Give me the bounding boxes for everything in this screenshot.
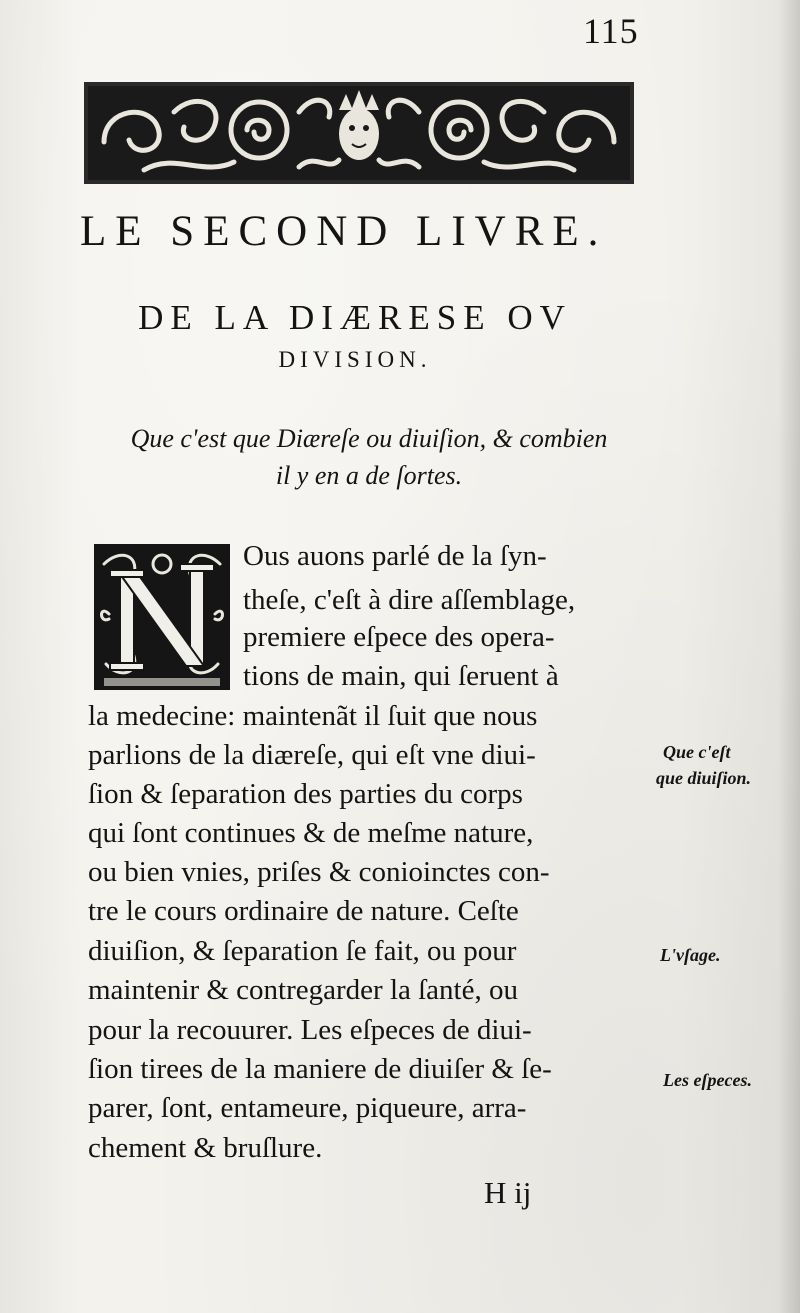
decorated-initial-N-icon	[94, 544, 230, 690]
body-line-2: theſe, c'eſt à dire aſſemblage,	[243, 584, 576, 616]
chapter-title-line2: DIVISION.	[278, 346, 432, 372]
body-line-12: maintenir & contregarder la ſanté, ou	[88, 974, 518, 1006]
signature-mark: H ij	[484, 1175, 532, 1210]
subheading-line1: Que c'est que Diæreſe ou diuiſion, & combien	[130, 424, 608, 453]
marginal-note-2: L'vſage.	[660, 945, 721, 965]
body-line-14: ſion tirees de la maniere de diuiſer & ſe-	[88, 1053, 552, 1085]
chapter-title-line1: DE LA DIÆRESE OV	[138, 298, 572, 337]
marginal-note-3: Les eſpeces.	[663, 1070, 752, 1090]
body-line-3: premiere eſpece des opera-	[243, 621, 555, 653]
subheading-line2: il y en a de ſortes.	[275, 461, 463, 490]
body-line-13: pour la recouurer. Les eſpeces de diui-	[88, 1014, 532, 1046]
body-line-1: Ous auons parlé de la ſyn-	[243, 540, 547, 572]
body-line-5: la medecine: maintenãt il ſuit que nous	[88, 700, 538, 732]
marginal-note-1-line2: que diuiſion.	[656, 768, 752, 788]
body-line-6: parlions de la diæreſe, qui eſt vne diui-	[88, 739, 536, 771]
chapter-title	[70, 296, 640, 375]
body-line-11: diuiſion, & ſeparation ſe fait, ou pour	[88, 935, 517, 967]
body-line-15: parer, ſont, entameure, piqueure, arra-	[88, 1092, 527, 1124]
body-line-8: qui ſont continues & de meſme nature,	[88, 817, 534, 849]
marginal-note-1-line1: Que c'eſt	[663, 742, 731, 762]
body-line-10: tre le cours ordinaire de nature. Ceſte	[88, 895, 519, 927]
body-line-16: chement & bruſlure.	[88, 1132, 323, 1164]
chapter-subheading	[84, 420, 654, 494]
book-title: LE SECOND LIVRE.	[80, 208, 608, 255]
body-line-7: ſion & ſeparation des parties du corps	[88, 778, 523, 810]
body-line-4: tions de main, qui ſeruent à	[243, 660, 559, 692]
page-number: 115	[583, 11, 639, 51]
body-line-9: ou bien vnies, priſes & conioinctes con-	[88, 856, 550, 888]
page-edge-shadow	[778, 0, 800, 1313]
headpiece-ornament-icon	[84, 82, 634, 184]
